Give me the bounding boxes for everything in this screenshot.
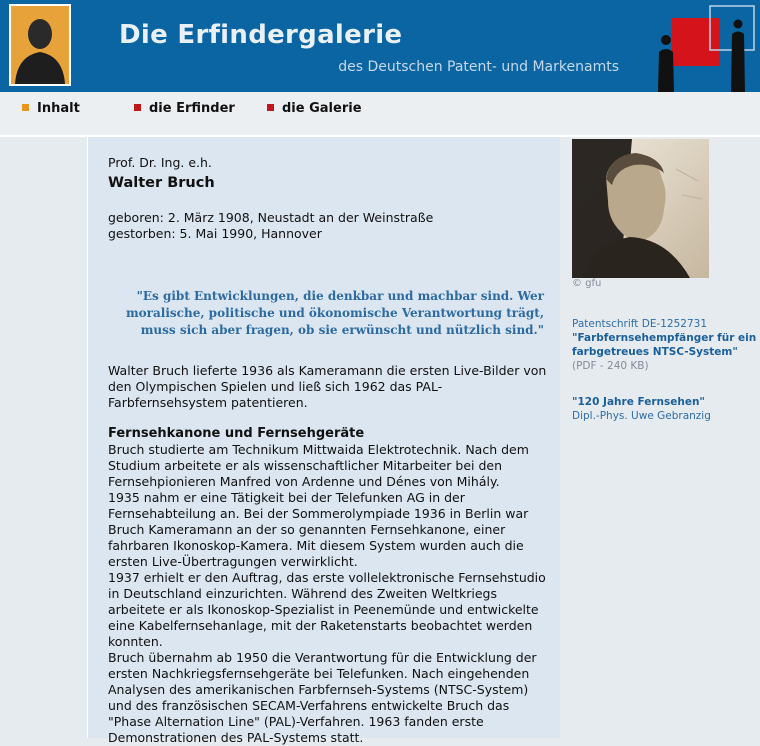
nav-label: Inhalt (37, 101, 80, 116)
nav-item-inhalt[interactable] (22, 101, 80, 116)
sidebar (560, 137, 760, 738)
paragraph: Bruch übernahm ab 1950 die Verantwortung für die Entwicklung der ersten Nachkriegsfernsehgeräte bei Telefunken. Nach eingehenden Analysen des amerikanischen Farbfernseh-Systems (NTSC-System) und des französischen SECAM-Verfahrens entwickelte Bruch das "Phase Alternation Line" (PAL)-Verfahren. 1963 fanden erste Demonstrationen des PAL-Systems statt. (108, 650, 537, 745)
nav-bullet-icon (22, 104, 29, 111)
nav-label: die Erfinder (149, 101, 235, 116)
birth-date: geboren: 2. März 1908, Neustadt an der Weinstraße (108, 210, 434, 225)
photo-copyright: © gfu (572, 278, 602, 289)
death-date: gestorben: 5. Mai 1990, Hannover (108, 226, 322, 241)
site-subtitle: des Deutschen Patent- und Markenamts (338, 59, 619, 75)
nav-bullet-icon (134, 104, 141, 111)
section-heading: Fernsehkanone und Fernsehgeräte (108, 426, 365, 441)
related-article (572, 395, 757, 423)
article-body (108, 442, 548, 746)
header-photo (9, 4, 71, 86)
main-navigation (0, 92, 760, 137)
nav-item-die-erfinder[interactable] (134, 101, 235, 116)
nav-label: die Galerie (282, 101, 362, 116)
patent-document (572, 317, 757, 373)
nav-bullet-icon (267, 104, 274, 111)
patent-file-size: (PDF - 240 KB) (572, 360, 649, 372)
nav-item-die-galerie[interactable] (267, 101, 362, 116)
intro-text: Walter Bruch lieferte 1936 als Kameramann die ersten Live-Bilder von den Olympischen Spielen und ließ sich 1962 das PAL-Farbfernsehsystem patentieren. (108, 363, 547, 410)
portrait-photo (572, 139, 709, 278)
life-dates (108, 210, 548, 242)
inventor-name: Walter Bruch (108, 175, 215, 191)
academic-title: Prof. Dr. Ing. e.h. (108, 155, 212, 170)
related-article-link[interactable]: "120 Jahre Fernsehen" (572, 396, 705, 408)
patent-pdf-link[interactable]: "Farbfernsehempfänger für ein farbgetreues NTSC-System" (572, 332, 757, 358)
patent-number: Patentschrift DE-1252731 (572, 318, 708, 330)
site-header (0, 0, 760, 92)
site-title: Die Erfindergalerie (119, 20, 403, 50)
paragraph: 1937 erhielt er den Auftrag, das erste vollelektronische Fernsehstudio in Deutschland einzurichten. Während des Zweiten Weltkriegs arbeitete er als Ikonoskop-Spezialist in Peenemünde und entwickelte eine Kabelfernsehanlage, mit der Raketenstarts beobachtet werden konnten. (108, 570, 546, 649)
paragraph: 1935 nahm er eine Tätigkeit bei der Telefunken AG in der Fernsehabteilung an. Bei der Sommerolympiade 1936 in Berlin war Bruch Kameramann an der so genannten Fernsehkanone, einer fahrbaren Ikonoskop-Kamera. Mit diesem System wurden auch die ersten Live-Übertragungen verwirklicht. (108, 490, 529, 569)
inventor-quote: "Es gibt Entwicklungen, die denkbar und machbar sind. Wer moralische, politische und ökonomische Verantwortung trägt, muss sich aber fragen, ob sie erwünscht und nützlich sind." (125, 289, 544, 337)
related-article-author: Dipl.-Phys. Uwe Gebranzig (572, 410, 711, 422)
header-decoration (650, 0, 760, 92)
main-content (87, 137, 561, 745)
paragraph: Bruch studierte am Technikum Mittwaida Elektrotechnik. Nach dem Studium arbeitete er als wissenschaftlicher Mitarbeiter bei den Fernsehpionieren Manfred von Ardenne und Dénes von Mihály. (108, 442, 529, 489)
